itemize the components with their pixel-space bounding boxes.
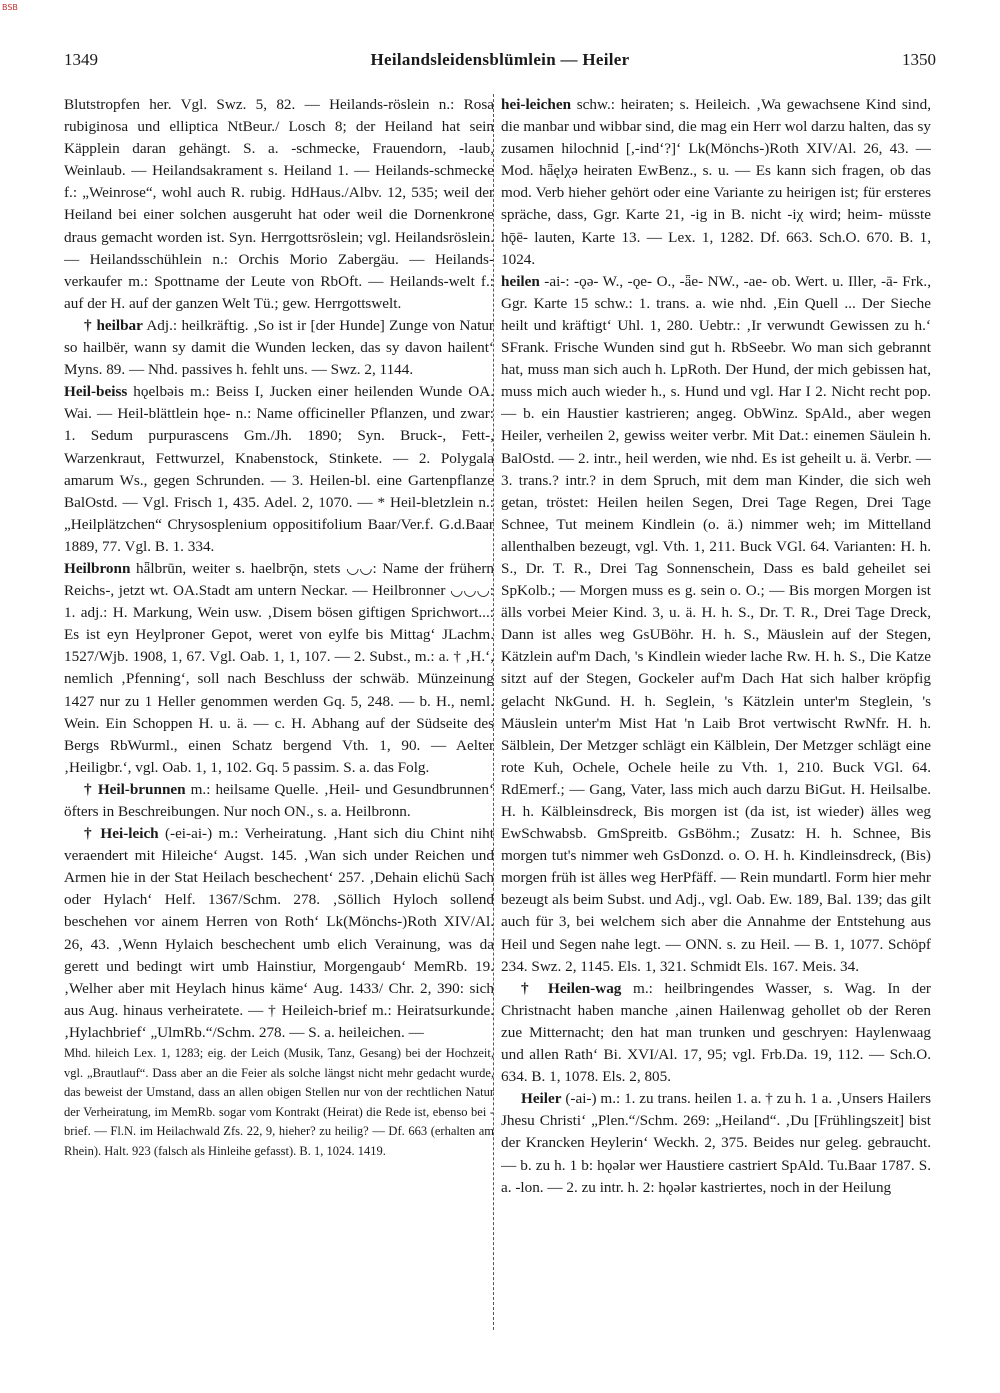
dictionary-entry	[64, 381, 494, 558]
running-title: Heilandsleidensblümlein — Heiler	[370, 50, 630, 69]
page-header	[64, 50, 936, 74]
dictionary-entry	[64, 558, 494, 779]
dictionary-entry	[501, 1088, 931, 1198]
entry-text: Blutstropfen her. Vgl. Swz. 5, 82. — Heilands-röslein n.: Rosa rubiginosa und elliptica NtBeur./ Losch 8; der Heiland hat sein Käpplein daran gehängt. S. a. -schmecke, Frauendorn, -laub, Weinlaub. — Heilandsakrament s. Heiland 1. — Heilands-schmecke f.: „Weinrose“, wohl auch R. rubig. HdHaus./Albv. 12, 535; weil der Heiland bei einer solchen ausgeruht hat oder weil die Dornenkrone draus gemacht worden ist. Syn. Herrgottsröslein; vgl. Heilandsröslein. — Heilandsschühlein n.: Orchis Morio Zabergäu. — Heilands-verkaufer m.: Spottname der Leute von RbOft. — Heilands-welt f.: auf der H. auf der ganzen Welt Tü.; gew. Herrgottswelt.	[64, 96, 494, 312]
entry-headword: † heilbar	[84, 316, 143, 334]
dictionary-entry	[64, 823, 494, 1044]
column-divider	[493, 94, 494, 1330]
left-column-number: 1349	[64, 50, 98, 69]
dictionary-entry	[64, 315, 494, 381]
entry-text: hǫelbəis m.: Beiss I, Jucken einer heilenden Wunde OA. Wai. — Heil-blättlein hǫe- n.: Name officineller Pflanzen, und zwar: 1. Sedum purpurascens Gm./Jh. 1890; Syn. Bruck-, Fett-, Warzenkraut, Fettwurzel, Knabenstock, Stinkete. — 2. Polygala amarum Ws., gegen Schrunden. — 3. Heilen-bl. eine Gartenpflanze BalOstd. — Vgl. Frisch 1, 435. Adel. 2, 1070. — * Heil-bletzlein n.: „Heilplätzchen“ Chrysosplenium oppositifolium Baar/Ver.f. G.d.Baar 1889, 77. Vgl. B. 1. 334.	[64, 383, 494, 555]
left-column	[64, 94, 494, 1334]
entry-headword: † Heilen-wag	[521, 979, 622, 997]
right-column	[501, 94, 931, 1334]
dictionary-entry	[501, 271, 931, 978]
entry-text: hǟlbrūn, weiter s. haelbrǭn, stets ◡◡: Name der frühern Reichs-, jetzt wt. OA.Stadt am untern Neckar. — Heilbronner ◡◡◡: 1. adj.: H. Markung, Wein usw. ‚Disem bösen giftigen Sprichwort...: Es ist eyn Heylproner Gepot, weret von eylfe bis Mittag‘ JLachm. 1527/Wjb. 1908, 1, 67. Vgl. Oab. 1, 1, 107. — 2. Subst., m.: a. † ‚H.‘, nemlich ‚Pfenning‘, soll nach Beschluss der schwäb. Münzeinung 1427 nur zu 1 Heller genommen werden Gq. 5, 248. — b. H., neml. Wein. Ein Schoppen H. u. ä. — c. H. Abhang auf der Südseite des Bergs RbWurml., einen Schatz bergend Vth. 1, 90. — Aelter ‚Heiligbr.‘, vgl. Oab. 1, 1, 102. Gq. 5 passim. S. a. das Folg.	[64, 559, 494, 776]
entry-headword: Heiler	[521, 1090, 562, 1108]
dictionary-entry	[64, 94, 494, 315]
entry-headword: † Hei-leich	[84, 825, 159, 843]
entry-text: (-ai-) m.: 1. zu trans. heilen 1. a. † zu h. 1 a. ‚Unsers Hailers Jhesu Christi‘ „Plen.“/Schm. 269: „Heiland“. ‚Du [Frühlingszeit] bist der Krancken Heylerin‘ Weckh. 2, 375. Beides nur geleg. gebraucht. — b. zu h. 1 b: hǫələr wer Haustiere castriert SpAld. Tu.Baar 1787. S. a. -lon. — 2. zu intr. h. 2: hǫələr kastriertes, noch in der Heilung	[501, 1090, 931, 1196]
dictionary-entry	[64, 779, 494, 823]
dictionary-entry	[501, 94, 931, 271]
entry-text: m.: heilsame Quelle. ‚Heil- und Gesundbrunnen‘ öfters in Beschreibungen. Nur noch ON., s. a. Heilbronn.	[64, 780, 494, 820]
entry-headword: hei-leichen	[501, 96, 572, 113]
entry-text: Adj.: heilkräftig. ‚So ist ir [der Hunde] Zunge von Natur so hailbër, wann sy damit die Wunden lecken, das sy davon hailent‘ Myns. 89. — Nhd. passives h. fehlt uns. — Swz. 2, 1144.	[64, 316, 494, 379]
entry-headword: Heil-beiss	[64, 383, 128, 401]
entry-text: schw.: heiraten; s. Heileich. ‚Wa gewachsene Kind sind, die manbar und wibbar sind, die mag ein Herr wol darzu halten, das sy zusamen hilochnid [,-ind‘?]‘ Lk(Mönchs-)Roth XIV/Al. 26, 43. — Mod. hǟęlχə heiraten EwBenz., s. u. — Es kann sich fragen, ob das mod. Verb hieher gehört oder eine Variante zu heirigen ist; für ersteres spräche, dass, Ggr. Karte 21, -ig in B. nicht -iχ wird; heim- müsste hǭē- lauten, Karte 13. — Lex. 1, 1282. Df. 663. Sch.O. 670. B. 1, 1024.	[501, 96, 931, 268]
dictionary-entry	[501, 978, 931, 1088]
entry-text: (-ei-ai-) m.: Verheiratung. ‚Hant sich diu Chint niht veraendert mit Hileiche‘ Augst. 145. ‚Wan sich under Reichen und Armen hie in der Stat Heilach beschechent‘ 257. ‚Dehain elichü Sach oder Hylach‘ Helf. 1367/Schm. 278. ‚Söllich Hyloch sollend beschehen vor ainem Herren von Roth‘ Lk(Mönchs-)Roth XIV/Al. 26, 43. ‚Wenn Hylaich beschechent umb elich Verainung, was da gerett und bedingt wirt umb Hainstiur, Morgengaub‘ MemRb. 19. ‚Welher aber mit Heylach hinus käme‘ Aug. 1433/ Chr. 2, 390: sich aus Aug. hinaus verheiratete. — † Heileich-brief m.: Heiratsurkunde. ‚Hylachbrief‘ „UlmRb.“/Schm. 278. — S. a. heileichen. —	[64, 825, 494, 1041]
dictionary-entry	[64, 1044, 494, 1161]
entry-text: Mhd. hileich Lex. 1, 1283; eig. der Leich (Musik, Tanz, Gesang) bei der Hochzeit, vgl. „Brautlauf“. Dass aber an die Feier als solche längst nicht mehr gedacht wurde, das beweist der Umstand, dass an allen obigen Stellen nur von der rechtlichen Natur der Verheiratung, im MemRb. sogar vom Kontrakt (Heirat) die Rede ist, ebenso bei -brief. — Fl.N. im Heilachwald Zfs. 22, 9, hieher? zu heilig? — Df. 663 (erhalten am Rhein). Halt. 923 (falsch als Hinleihe gefasst). B. 1, 1024. 1419.	[64, 1046, 494, 1158]
library-stamp: BSB	[2, 3, 18, 12]
right-column-number: 1350	[902, 50, 936, 69]
entry-text: m.: heilbringendes Wasser, s. Wag. In der Christnacht haben manche ‚ainen Hailenwag gehollet ob der Reren zue Mitternacht; den hat man trunken und geschryen: Haylenwaag und allen Rath‘ Bi. XVI/Al. 17, 95; vgl. Frb.Da. 19, 112. — Sch.O. 634. B. 1, 1078. Els. 2, 805.	[501, 979, 931, 1086]
entry-text: -ai-: -ǫə- W., -ǫe- O., -ǟe- NW., -ae- ob. Wert. u. Iller, -ā- Frk., Ggr. Karte 15 schw.: 1. trans. a. wie nhd. ‚Ein Quell ... Der Sieche heilt und kräftigt‘ Uhl. 1, 280. Uebtr.: ‚Ir verwundt Gewissen zu h.‘ SFrank. Frische Wunden sind gut h. RbSeebr. Wo man sich gebrannt hat, muss man sich auch h. LpRoth. Der Hund, der mich gebissen hat, muss mich auch wieder h., s. Hund und vgl. Har I 2. Nicht recht pop. — b. ein Haustier kastrieren; angeg. ObWinz. SpAld., aber wegen Heiler, verheilen 2, gewiss weiter verbr. Mit Dat.: einemen Säulein h. BalOstd. — 2. intr., heil werden, wie nhd. Es ist geheilt u. ä. Verbr. — 3. trans.? intr.? in dem Spruch, mit dem man Kinder, die sich weh getan, tröstet: Heilen heilen Segen, Drei Tage Regen, Drei Tage Schnee, Tut meinem Kindlein (o. ä.) nimmer weh; im Mittelland allenthalben bezeugt, vgl. Vth. 1, 211. Buck VGl. 64. Varianten: H. h. S., Dr. T. R., Drei Tag Sonnenschein, Dass es bald geheilet sei SpKolb.; — Morgen muss es g. sein o. O.; — Bis morgen Morgen ist älls vorbei Meier Kind. 3, u. ä. H. h. S., Dr. T. R., Drei Tage Dreck, Dann ist alles weg GsUBöhr. H. h. S., Mäuslein auf der Stegen, Kätzlein auf'm Dach, 's Kindlein wieder lache Rw. H. h. S., Die Katze sitzt auf der Stegen, Gockeler auf'm Dach Hat sich halber kröpfig gelacht NkGund. H. h. Seglein, 's Kätzlein unter'm Steglein, 's Mäuslein unter'm Mist Hat 'n Laib Brot vertwischt RwNfr. H. h. Sälblein, Der Metzger schlägt ein Kälblein, Der Metzger schlägt eine rote Kuh, Ochele, Ochele heile zu Vth. 1, 210. Buck VGl. 64. RdEmerf.; — Gang, Vater, lass mich auch darzu BiGut. H. Heilsalbe. H. h. Kälbleinsdreck, Bis morgen ist (da ist, ist wieder) älles weg EwSchwabsb. GmSpreitb. GsBöhm.; Zusatz: H. h. Schnee, Bis morgen tut's nimmer weh GsDonzd. o. O. H. h. Kindleinsdreck, (Bis) morgen früh ist älles weg HerPfäff. — Rein mundartl. Form hier mehr bezeugt als beim Subst. und Adj., vgl. Oab. Ew. 189, Bal. 139; das gilt auch für 3, bei welchem sich aber die Annahme der Entstehung aus Heil und Segen nahe legt. — ONN. s. zu Heil. — B. 1, 1077. Schöpf 234. Swz. 2, 1145. Els. 1, 321. Schmidt Els. 167. Meis. 34.	[501, 272, 931, 975]
entry-headword: Heilbronn	[64, 559, 131, 577]
entry-headword: † Heil-brunnen	[84, 780, 186, 798]
entry-headword: heilen	[501, 272, 540, 290]
